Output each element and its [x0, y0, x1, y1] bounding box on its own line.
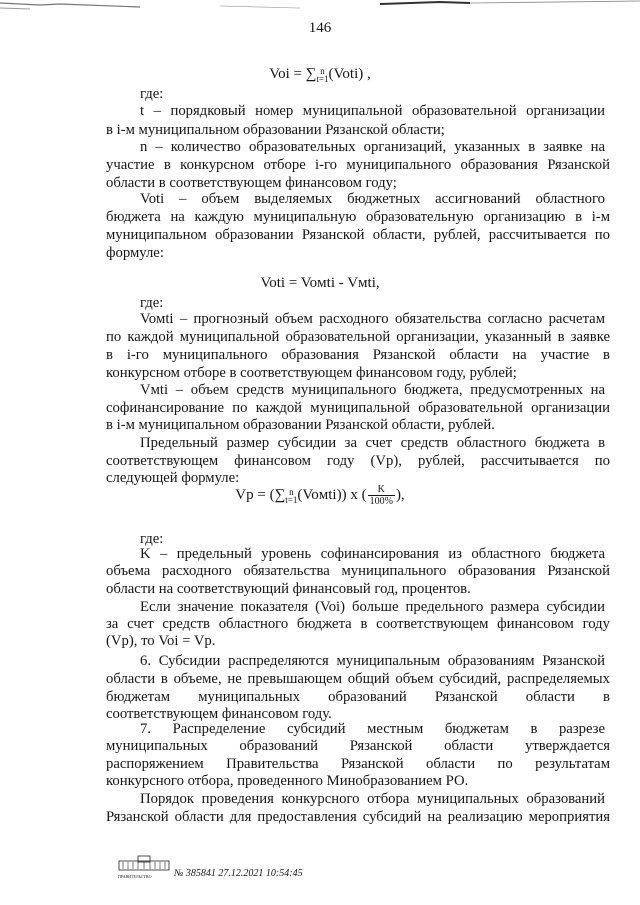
- fraction-k-percent: $\frac{K}{100\%}$: [369, 484, 393, 507]
- text-line: K – предельный уровень софинансирования из областного бюджета: [140, 546, 605, 562]
- text-line: муниципальных образований Рязанской области утверждается: [106, 738, 610, 754]
- text-line: t – порядковый номер муниципальной образовательной организации: [140, 103, 605, 119]
- text-line: по каждой муниципальной образовательной организации, указанный в заявке: [106, 329, 610, 345]
- text-line: бюджетам муниципальных образований Рязанской области в: [106, 689, 610, 705]
- formula-voti: Voti = Voмti - Vмti,: [260, 275, 380, 291]
- text-line: 6. Субсидии распределяются муниципальным образованиям Рязанской: [140, 653, 605, 669]
- formula-voi: Voi = ∑ n t=1 (Voti) ,: [269, 65, 371, 84]
- text-line: конкурсном отборе в соответствующем финансовом году, рублей;: [106, 365, 517, 381]
- seal-caption: ПРАВИТЕЛЬСТВО: [118, 874, 152, 879]
- text-line: Vмti – объем средств муниципального бюджета, предусмотренных на: [140, 382, 605, 398]
- scan-edge-artifact: [0, 0, 640, 14]
- text-line: где:: [140, 86, 164, 102]
- text-line: за счет средств областного бюджета в соответствующем финансовом году: [106, 616, 610, 632]
- text-line: Если значение показателя (Voi) больше предельного размера субсидии: [140, 599, 605, 615]
- text-line: соответствующем финансовом году.: [106, 706, 332, 722]
- text-line: Предельный размер субсидии за счет средств областного бюджета в: [140, 435, 605, 451]
- government-seal-icon: [118, 855, 170, 873]
- text-line: (Vp), то Voi = Vp.: [106, 633, 216, 649]
- text-line: конкурсного отбора, проведенного Минобразованием РО.: [106, 773, 469, 789]
- text-line: области на соответствующий финансовый год, процентов.: [106, 581, 471, 597]
- text-line: бюджета на каждую муниципальную образовательную организацию в i-м: [106, 209, 610, 225]
- text-line: где:: [140, 295, 164, 311]
- text-line: Voмti – прогнозный объем расходного обязательства согласно расчетам: [140, 311, 605, 327]
- text-line: где:: [140, 531, 164, 547]
- text-line: 7. Распределение субсидий местным бюджетам в разрезе: [140, 721, 605, 737]
- text-line: в i-го муниципального образования Рязанской области на участие в: [106, 347, 610, 363]
- text-line: участие в конкурсном отборе i-го муниципального образования Рязанской: [106, 157, 610, 173]
- text-line: следующей формуле:: [106, 470, 240, 486]
- text-line: области в объеме, не превышающем общий объем субсидий, распределяемых: [106, 671, 610, 687]
- text-line: соответствующем финансовом году (Vp), рублей, рассчитывается по: [106, 453, 610, 469]
- text-line: Порядок проведения конкурсного отбора муниципальных образований: [140, 791, 605, 807]
- text-line: софинансирование по каждой муниципальной образовательной организации: [106, 400, 610, 416]
- text-line: формуле:: [106, 245, 164, 261]
- text-line: n – количество образовательных организаций, указанных в заявке на: [140, 139, 605, 155]
- document-stamp: № 385841 27.12.2021 10:54:45: [174, 868, 303, 879]
- formula-vp: Vp = (∑ n t=1 (Voмti)) x ( $\frac{K}{100\%}$ ),: [235, 484, 405, 507]
- text-line: в i-м муниципальном образовании Рязанской области;: [106, 122, 445, 138]
- text-line: в i-м муниципальном образовании Рязанской области, рублей.: [106, 417, 495, 433]
- text-line: Рязанской области для предоставления субсидий на реализацию мероприятия: [106, 809, 610, 825]
- page-number: 146: [308, 20, 332, 36]
- text-line: Voti – объем выделяемых бюджетных ассигнований областного: [140, 191, 605, 207]
- text-line: распоряжением Правительства Рязанской области по результатам: [106, 756, 610, 772]
- text-line: муниципальном образовании Рязанской области, рублей, рассчитывается по: [106, 227, 610, 243]
- text-line: объема расходного обязательства муниципального образования Рязанской: [106, 563, 610, 579]
- text-line: области в соответствующем финансовом году;: [106, 175, 397, 191]
